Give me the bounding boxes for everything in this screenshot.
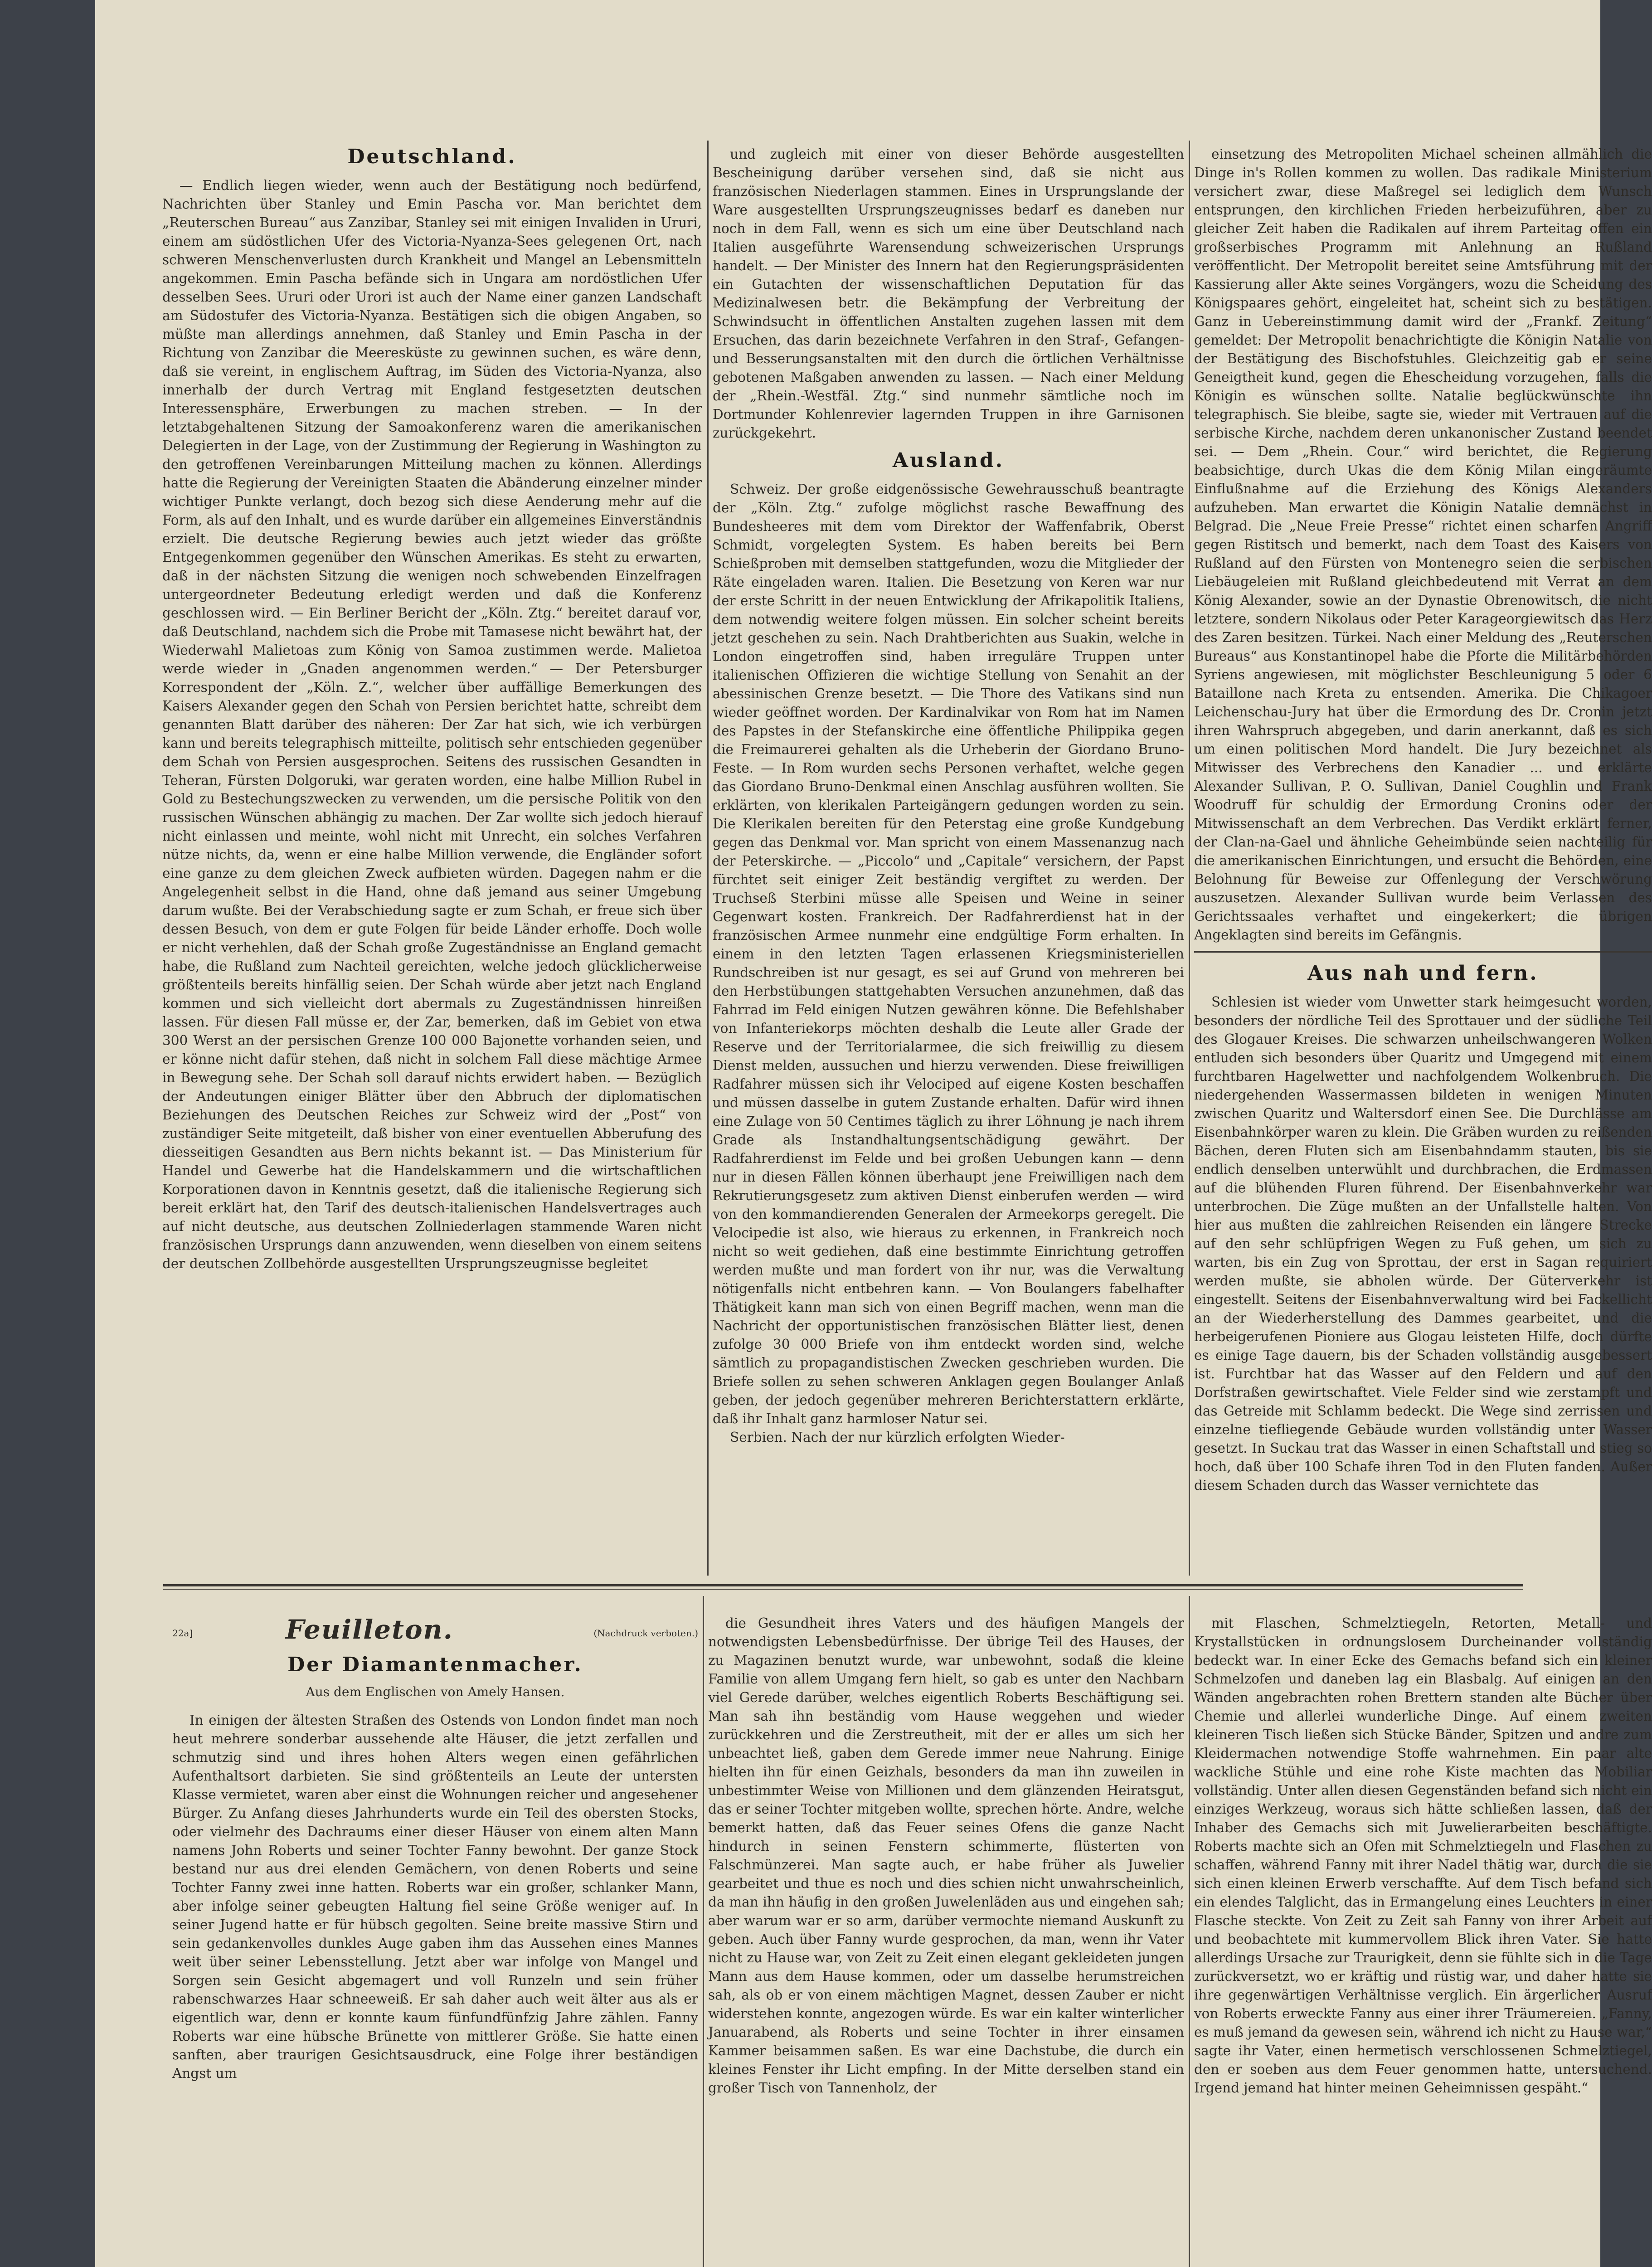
article-aus-nah-und-fern: Schlesien ist wieder vom Unwetter stark heimgesucht worden, besonders der nördliche Teil des Sprottauer und der südliche Teil des Glogauer Kreises. Die schwarzen unheilschwangeren Wolken entluden sich besonders über Quaritz und Umgegend mit einem furchtbaren Hagelwetter und nachfolgendem Wolkenbruch. Die niedergehenden Wassermassen bildeten in wenigen Minuten zwischen Quaritz und Waltersdorf einen See. Die Durchlässe am Eisenbahnkörper waren zu klein. Die Gräben wurden zu reißenden Bächen, deren Fluten sich am Eisenbahndamm stauten, bis sie endlich denselben unterwühlt und durchbrachen, die Erdmassen auf die blühenden Fluren führend. Der Eisenbahnverkehr war unterbrochen. Die Züge mußten an der Unfallstelle halten. Von hier aus mußten die zahlreichen Reisenden ein längere Strecke auf den sehr schlüpfrigen Wegen zu Fuß gehen, um sich zu warten, bis ein Zug von Sprottau, der erst in Sagan requiriert werden mußte, sie abholen würde. Der Güterverkehr ist eingestellt. Seitens der Eisenbahnverwaltung wird bei Fackellicht an der Wiederherstellung des Dammes gearbeitet, und die herbeigerufenen Pioniere aus Glogau leisteten Hilfe, doch dürfte es einige Tage dauern, bis der Schaden vollständig ausgebessert ist. Furchtbar hat das Wasser auf den Feldern und auf den Dorfstraßen gewirtschaftet. Viele Felder sind wie zerstampft und das Getreide mit Schlamm bedeckt. Die Wege sind zerrissen und einzelne tiefliegende Gebäude wurden vollständig unter Wasser gesetzt. In Suckau trat das Wasser in einen Schaftstall und stieg so hoch, daß über 100 Schafe ihren Tod in den Fluten fanden. Außer diesem Schaden durch das Wasser vernichtete das (1194, 994, 1652, 1493)
story-text-3: mit Flaschen, Schmelztiegeln, Retorten, Metall- und Krystallstücken in ordnungslosem Durcheinander vollständig bedeckt war. In einer Ecke des Gemachs befand sich ein kleiner Schmelzofen und daneben lag ein Blasbalg. Auf einigen an den Wänden angebrachten rohen Brettern standen alte Bücher über Chemie und allerlei wunderliche Dinge. Auf einem zweiten kleineren Tisch ließen sich Stücke Bänder, Spitzen und andre zum Kleidermachen notwendige Stoffe wahrnehmen. Ein paar alte wackliche Stühle und eine rohe Kiste machten das Mobiliar vollständig. Unter allen diesen Gegenständen befand sich nicht ein einziges Werkzeug, woraus sich hätte schließen lassen, daß der Inhaber des Gemachs sich mit Juwelierarbeiten beschäftigte. Roberts machte sich an Ofen mit Schmelztiegeln und Flaschen zu schaffen, während Fanny mit ihrer Nadel thätig war, durch die sie sich einen kleinen Erwerb verschaffte. Auf dem Tisch befand sich ein elendes Talglicht, das in Ermangelung eines Leuchters in einer Flasche steckte. Von Zeit zu Zeit sah Fanny von ihrer Arbeit auf und beobachtete mit kummervollem Blick ihren Vater. Sie hatte allerdings Ursache zur Traurigkeit, denn sie fühlte sich in die Tage zurückversetzt, wo er kräftig und rüstig war, und daher hatte sie ihre gegenwärtigen Verhältnisse verglich. Ein ärgerlicher Ausruf von Roberts erweckte Fanny aus einer ihrer Träumereien. „Fanny, es muß jemand da gewesen sein, während ich nicht zu Hause war,“ sagte ihr Vater, einen hermetisch verschlossenen Schmelztiegel, den er soeben aus dem Feuer genommen hatte, untersuchend. Irgend jemand hat hinter meinen Geheimnissen gespäht.“ (1194, 1615, 1652, 2096)
article-continued: und zugleich mit einer von dieser Behörde ausgestellten Bescheinigung darüber versehen sind, daß sie nicht aus französischen Niederlagen stammen. Eines in Ursprungslande der Ware ausgestellten Ursprungszeugnisses bedarf es daneben nur noch in dem Fall, wenn es sich um eine über Deutschland nach Italien ausgeführte Warensendung schweizerischen Ursprungs handelt. — Der Minister des Innern hat den Regierungspräsidenten ein Gutachten der wissenschaftlichen Deputation für das Medizinalwesen betr. die Bekämpfung der Verbreitung der Schwindsucht in öffentlichen Anstalten zugehen lassen mit dem Ersuchen, das darin bezeichnete Verfahren in den Straf-, Gefangen- und Besserungsanstalten mit den durch die örtlichen Verhältnisse gebotenen Maßgaben anwenden zu lassen. — Nach einer Meldung der „Rhein.-Westfäl. Ztg.“ sind nunmehr sämtliche noch im Dortmunder Kohlenrevier lagernden Truppen in ihre Garnisonen zurückgekehrt. (713, 146, 1184, 441)
article-serbien: Serbien. Nach der nur kürzlich erfolgten Wieder- (730, 1430, 1065, 1445)
story-text-1: In einigen der ältesten Straßen des Ostends von London findet man noch heut mehrere sonderbar aussehende alte Häuser, die jetzt zerfallen und schmutzig sind und ihres hohen Alters wegen einen gefährlichen Aufenthaltsort darbieten. Sie sind größtenteils an Leute der untersten Klasse vermietet, waren aber einst die Wohnungen reicher und angesehener Bürger. Zu Anfang dieses Jahrhunderts wurde ein Teil des obersten Stocks, oder vielmehr des Dachraums einer dieser Häuser von einem alten Mann namens John Roberts und seiner Tochter Fanny bewohnt. Der ganze Stock bestand nur aus drei elenden Gemächern, von denen Roberts und seine Tochter Fanny zwei inne hatten. Roberts war ein großer, schlanker Mann, aber infolge seiner gebeugten Haltung fiel seine Größe weniger auf. In seiner Jugend hatte er für hübsch gegolten. Seine breite massive Stirn und sein gedankenvolles dunkles Auge gaben ihm das Aussehen eines Mannes weit über seiner Lebensstellung. Jetzt aber war infolge von Mangel und Sorgen sein Gesicht abgemagert und voll Runzeln und sein früher rabenschwarzes Haar schneeweiß. Er sah daher auch weit älter aus als er eigentlich war, denn er konnte kaum fünfundfünfzig Jahre zählen. Fanny Roberts war eine hübsche Brünette von mittlerer Größe. Sie hatte einen sanften, aber traurigen Gesichtsausdruck, eine Folge ihrer beständigen Angst um (172, 1712, 698, 2081)
column-rule (707, 141, 709, 1576)
section-rule (1194, 951, 1652, 953)
feuilleton-rule-thin (163, 1589, 1523, 1590)
feuilleton-column-2 (708, 1614, 1184, 2267)
heading-ausland: Ausland. (892, 449, 1005, 472)
article-deutschland: — Endlich liegen wieder, wenn auch der Bestätigung noch bedürfend, Nachrichten über Stanley und Emin Pascha vor. Man berichtet dem „Reuterschen Bureau“ aus Zanzibar, Stanley sei mit einigen Invaliden in Ururi, einem am südöstlichen Ufer des Victoria-Nyanza-Sees gelegenen Ort, nach schweren Menschenverlusten durch Krankheit und Mangel an Lebensmitteln angekommen. Emin Pascha befände sich in Ungara am nordöstlichen Ufer desselben Sees. Ururi oder Urori ist auch der Name einer ganzen Landschaft am Südostufer des Victoria-Nyanza. Bestätigen sich die obigen Angaben, so müßte man allerdings annehmen, daß Stanley und Emin Pascha in der Richtung von Zanzibar die Meeresküste zu gewinnen suchen, es wäre denn, daß sie vereint, in englischem Auftrag, im Süden des Victoria-Nyanza, also innerhalb der durch Vertrag mit England festgesetzten deutschen Interessensphäre, Erwerbungen zu machen streben. — In der letztabgehaltenen Sitzung der Samoakonferenz waren die amerikanischen Delegierten in der Lage, von der Zustimmung der Regierung in Washington zu den getroffenen Vereinbarungen Mitteilung machen zu können. Allerdings hatte die Regierung der Vereinigten Staaten die Abänderung einzelner minder wichtiger Punkte verlangt, doch bezog sich diese Aenderung mehr auf die Form, als auf den Inhalt, und es wurde darüber ein allgemeines Einverständnis erzielt. Die deutsche Regierung bewies auch jetzt wieder das größte Entgegenkommen gegenüber den Wünschen Amerikas. Es steht zu erwarten, daß in der nächsten Sitzung die wenigen noch schwebenden Einzelfragen untergeordneter Bedeutung erledigt werden und daß die Konferenz geschlossen wird. — Ein Berliner Bericht der „Köln. Ztg.“ bereitet darauf vor, daß Deutschland, nachdem sich die Probe mit Tamasese nicht bewährt hat, der Wiederwahl Malietoas zum König von Samoa zustimmen werde. Malietoa werde wieder in „Gnaden angenommen werden.“ — Der Petersburger Korrespondent der „Köln. Z.“, welcher über auffällige Bemerkungen des Kaisers Alexander gegen den Schah von Persien berichtet hatte, schreibt dem genannten Blatt darüber des näheren: Der Zar hat sich, wie ich verbürgen kann und bereits telegraphisch mitteilte, politisch sehr entschieden gegenüber dem Schah von Persien ausgesprochen. Seitens des russischen Gesandten in Teheran, Fürsten Dolgoruki, war geraten worden, eine halbe Million Rubel in Gold zu Bestechungszwecken zu verwenden, um die persische Politik von den russischen Wünschen abhängig zu machen. Der Zar wollte sich jedoch hierauf nicht einlassen und meinte, wohl nicht mit Unrecht, ein solches Verfahren nütze nichts, da, wenn er eine halbe Million verwende, die Engländer sofort eine ganze zu dem gleichen Zweck aufbieten würden. Dagegen nahm er die Angelegenheit selbst in die Hand, ohne daß jemand aus seiner Umgebung darum wußte. Bei der Verabschiedung sagte er zum Schah, er freue sich über dessen Besuch, von dem er gute Folgen für beide Länder erhoffe. Doch wolle er nicht verhehlen, daß der Schah große Zugeständnisse an England gemacht habe, die Rußland zum Nachteil gereichten, welche jedoch glücklicherweise größtenteils bereits hinfällig seien. Der Schah würde aber jetzt nach England kommen und sich vielleicht dort abermals zu Zugeständnissen hinreißen lassen. Für diesen Fall müsse er, der Zar, bemerken, daß im Gebiet von etwa 300 Werst an der persischen Grenze 100 000 Bajonette vorhanden seien, und er könne nicht dafür stehen, daß nicht in solchem Fall diese mächtige Armee in Bewegung sehe. Der Schah soll darauf nichts erwidert haben. — Bezüglich der Andeutungen einiger Blätter über den Abbruch der diplomatischen Beziehungen des Deutschen Reiches zur Schweiz wird der „Post“ von zuständiger Seite mitgeteilt, daß bisher von einer eventuellen Abberufung des diesseitigen Gesandten aus Bern nichts bekannt ist. — Das Ministerium für Handel und Gewerbe hat die Handelskammern und die wirtschaftlichen Korporationen davon in Kenntnis gesetzt, daß die italienische Regierung sich bereit erklärt hat, den Tarif des deutsch-italienischen Handelsvertrages auch auf nicht deutsche, aus deutschen Zollniederlagen stammende Waren nicht französischen Ursprungs dann anzuwenden, wenn dieselben von einem seitens der deutschen Zollbehörde ausgestellten Ursprungszeugnisse begleitet (162, 178, 702, 1271)
feuilleton-rule (163, 1584, 1523, 1586)
feuilleton-header (172, 1614, 698, 1646)
article-ausland: Schweiz. Der große eidgenössische Gewehrausschuß beantragte der „Köln. Ztg.“ zufolge möglichst rasche Bewaffnung des Bundesheeres mit dem vom Direktor der Waffenfabrik, Oberst Schmidt, vorgelegten System. Es haben bereits bei Bern Schießproben mit demselben stattgefunden, wozu die Mitglieder der Räte eingeladen waren. Italien. Die Besetzung von Keren war nur der erste Schritt in der neuen Entwicklung der Afrikapolitik Italiens, dem notwendig weitere folgen müssen. Ein solcher scheint bereits jetzt geschehen zu sein. Nach Drahtberichten aus Suakin, welche in London eingetroffen sind, haben irreguläre Truppen unter italienischen Offizieren die wichtige Stellung von Senahit an der abessinischen Grenze besetzt. — Die Thore des Vatikans sind nun wieder geöffnet worden. Der Kardinalvikar von Rom hat im Namen des Papstes in der Stefanskirche eine öffentliche Philippika gegen die Freimaurerei gehalten als die Urheberin der Giordano Bruno-Feste. — In Rom wurden sechs Personen verhaftet, welche gegen das Giordano Bruno-Denkmal einen Anschlag ausführen wollten. Sie erklärten, von klerikalen Parteigängern gedungen worden zu sein. Die Klerikalen bereiten für den Peterstag eine große Kundgebung gegen das Denkmal vor. Man spricht von einem Massenanzug nach der Peterskirche. — „Piccolo“ und „Capitale“ versichern, der Papst fürchtet seit einiger Zeit beständig vergiftet zu werden. Der Truchseß Sterbini müsse alle Speisen und Weine in seiner Gegenwart kosten. Frankreich. Der Radfahrerdienst hat in der französischen Armee nunmehr eine endgültige Form erhalten. In einem in den letzten Tagen erlassenen Kriegsministeriellen Rundschreiben ist nur gesagt, es sei auf Grund von mehreren bei den Herbstübungen stattgehabten Versuchen anzunehmen, daß das Fahrrad im Feld einigen Nutzen gewähren könne. Die Befehlshaber von Infanteriekorps möchten deshalb die Leute aller Grade der Reserve und der Territorialarmee, die sich freiwillig zu diesem Dienst melden, aussuchen und hierzu verwenden. Diese freiwilligen Radfahrer müssen sich ihr Velociped auf eigene Kosten beschaffen und müssen dasselbe in gutem Zustande erhalten. Dafür wird ihnen eine Zulage von 50 Centimes täglich zu ihrer Löhnung je nach ihrem Grade als Instandhaltungsentschädigung gewährt. Der Radfahrerdienst im Felde und bei großen Uebungen kann — denn nur in diesen Fällen können überhaupt jene Freiwilligen nach dem Rekrutierungsgesetz zum aktiven Dienst einberufen werden — wird von den kommandierenden Generalen der Armeekorps geregelt. Die Velocipedie ist also, wie hieraus zu erkennen, in Frankreich noch nicht so weit gediehen, daß eine bestimmte Einrichtung getroffen werden mußte und man fordert von ihr nur, was die Verwaltung nötigenfalls nicht entbehren kann. — Von Boulangers fabelhafter Thätigkeit kann man sich von einen Begriff machen, wenn man die Nachricht der opportunistischen französischen Blätter liest, denen zufolge 30 000 Briefe von ihm entdeckt worden sind, welche sämtlich zu propagandistischen Zwecken geschrieben wurden. Die Briefe sollen zu sehen schweren Anklagen gegen Boulanger Anlaß geben, der jedoch gegenüber mehreren Berichterstattern erklärte, daß ihr Inhalt ganz harmloser Natur sei. (713, 482, 1184, 1426)
story-title: Der Diamantenmacher. (287, 1653, 583, 1676)
column-middle (713, 145, 1184, 1578)
article-serbien-continued: einsetzung des Metropoliten Michael scheinen allmählich die Dinge in's Rollen kommen zu wollen. Das radikale Ministerium versichert zwar, diese Maßregel sei lediglich dem Wunsch entsprungen, den kirchlichen Frieden herbeizuführen, aber zu gleicher Zeit haben die Radikalen auf ihrem Parteitag offen ein großserbisches Programm mit Anlehnung an Rußland veröffentlicht. Der Metropolit bereitet seine Amtsführung mit der Kassierung aller Akte seines Vorgängers, wozu die Scheidung des Königspaares gehört, eingeleitet hat, scheint sich zu bestätigen. Ganz in Uebereinstimmung damit wird der „Frankf. Zeitung“ gemeldet: Der Metropolit benachrichtigte die Königin Natalie von der Bestätigung des Bischofstuhles. Gleichzeitig gab er seine Geneigtheit kund, gegen die Ehescheidung vorzugehen, falls die Königin es wünschen sollte. Natalie beglückwünschte ihn telegraphisch. Sie bleibe, sagte sie, wieder mit Vertrauen auf die serbische Kirche, nachdem deren unkanonischer Zustand beendet sei. — Dem „Rhein. Cour.“ wird berichtet, die Regierung beabsichtige, durch Ukas die dem König Milan eingeräumte Einflußnahme auf die Erziehung des Königs Alexanders aufzuheben. Man erwartet die Königin Natalie demnächst in Belgrad. Die „Neue Freie Presse“ richtet einen scharfen Angriff gegen Ristitsch und bemerkt, nach dem Toast des Kaisers von Rußland auf den Fürsten von Montenegro seien die serbischen Liebäugeleien mit Rußland gleichbedeutend mit Verrat an dem König Alexander, sowie an der Dynastie Obrenowitsch, die nicht letztere, sondern Nikolaus oder Peter Karageorgiewitsch das Herz des Zaren besitzen. Türkei. Nach einer Meldung des „Reuterschen Bureaus“ aus Konstantinopel habe die Pforte die Militärbehörden Syriens angewiesen, mit möglichster Beschleunigung 5 oder 6 Bataillone nach Kreta zu entsenden. Amerika. Die Chikagoer Leichenschau-Jury hat über die Ermordung des Dr. Cronin jetzt ihren Wahrspruch abgegeben, und darin anerkannt, daß es sich um einen politischen Mord handelt. Die Jury bezeichnet als Mitwisser des Verbrechens den Kanadier ... und erklärte Alexander Sullivan, P. O. Sullivan, Daniel Coughlin und Frank Woodruff für schuldig der Ermordung Cronins oder der Mitwissenschaft an dem Verbrechen. Das Verdikt erklärt ferner, der Clan-na-Gael und ähnliche Geheimbünde seien nachteilig für die amerikanischen Einrichtungen, und ersucht die Behörden, eine Belohnung für Beweise zur Offenlegung der Verschwörung auszusetzen. Alexander Sullivan wurde beim Verlassen des Gerichtssaales verhaftet und eingekerkert; die übrigen Angeklagten sind bereits im Gefängnis. (1194, 146, 1652, 943)
column-deutschland (162, 145, 702, 1578)
story-byline: Aus dem Englischen von Amely Hansen. (306, 1684, 565, 1699)
column-rule (1189, 1596, 1190, 2267)
column-rule (703, 1596, 704, 2267)
column-right (1194, 145, 1652, 1578)
feuilleton-column-1 (172, 1614, 698, 2267)
reprint-note: (Nachdruck verboten.) (593, 1628, 698, 1639)
feuilleton-column-3 (1194, 1614, 1652, 2267)
heading-aus-nah-und-fern: Aus nah und fern. (1307, 962, 1539, 985)
page-number: 22a] (172, 1628, 193, 1639)
column-rule (1189, 141, 1190, 1576)
newspaper-page (95, 0, 1652, 2267)
feuilleton-title: Feuilleton. (286, 1614, 453, 1645)
story-text-2: die Gesundheit ihres Vaters und des häufigen Mangels der notwendigsten Lebensbedürfnisse. Der übrige Teil des Hauses, der zu Magazinen benutzt wurde, war unbewohnt, sodaß die kleine Familie von allem Umgang fern hielt, so gab es unter den Nachbarn viel Gerede darüber, welches eigentlich Roberts Beschäftigung sei. Man sah ihn beständig vom Hause weggehen und wieder zurückkehren und die Zerstreutheit, mit der er alles um sich her unbeachtet ließ, gaben dem Gerede immer neue Nahrung. Einige hielten ihn für einen Geizhals, besonders da man ihn zuweilen in unbestimmter Weise von Millionen und dem glänzenden Heiratsgut, das er seiner Tochter mitgeben wollte, sprechen hörte. Andre, welche bemerkt hatten, daß das Feuer seines Ofens die ganze Nacht hindurch in seinen Fenstern schimmerte, flüsterten von Falschmünzerei. Man sagte auch, er habe früher als Juwelier gearbeitet und thue es noch und dies schien nicht unwahrscheinlich, da man ihn häufig in den großen Juwelenläden aus und eingehen sah; aber warum war er so arm, darüber vermochte niemand Auskunft zu geben. Auch über Fanny wurde gesprochen, da man, wenn ihr Vater nicht zu Hause war, von Zeit zu Zeit einen elegant gekleideten jungen Mann aus dem Hause kommen, oder um dasselbe herumstreichen sah, als ob er von einem mächtigen Magnet, dessen Zauber er nicht widerstehen konnte, angezogen würde. Es war ein kalter winterlicher Januarabend, als Roberts und seine Tochter in ihrer einsamen Kammer beisammen saßen. Es war eine Dachstube, die durch ein kleines Fenster ihr Licht empfing. In der Mitte derselben stand ein großer Tisch von Tannenholz, der (708, 1615, 1184, 2096)
heading-deutschland: Deutschland. (347, 145, 517, 168)
